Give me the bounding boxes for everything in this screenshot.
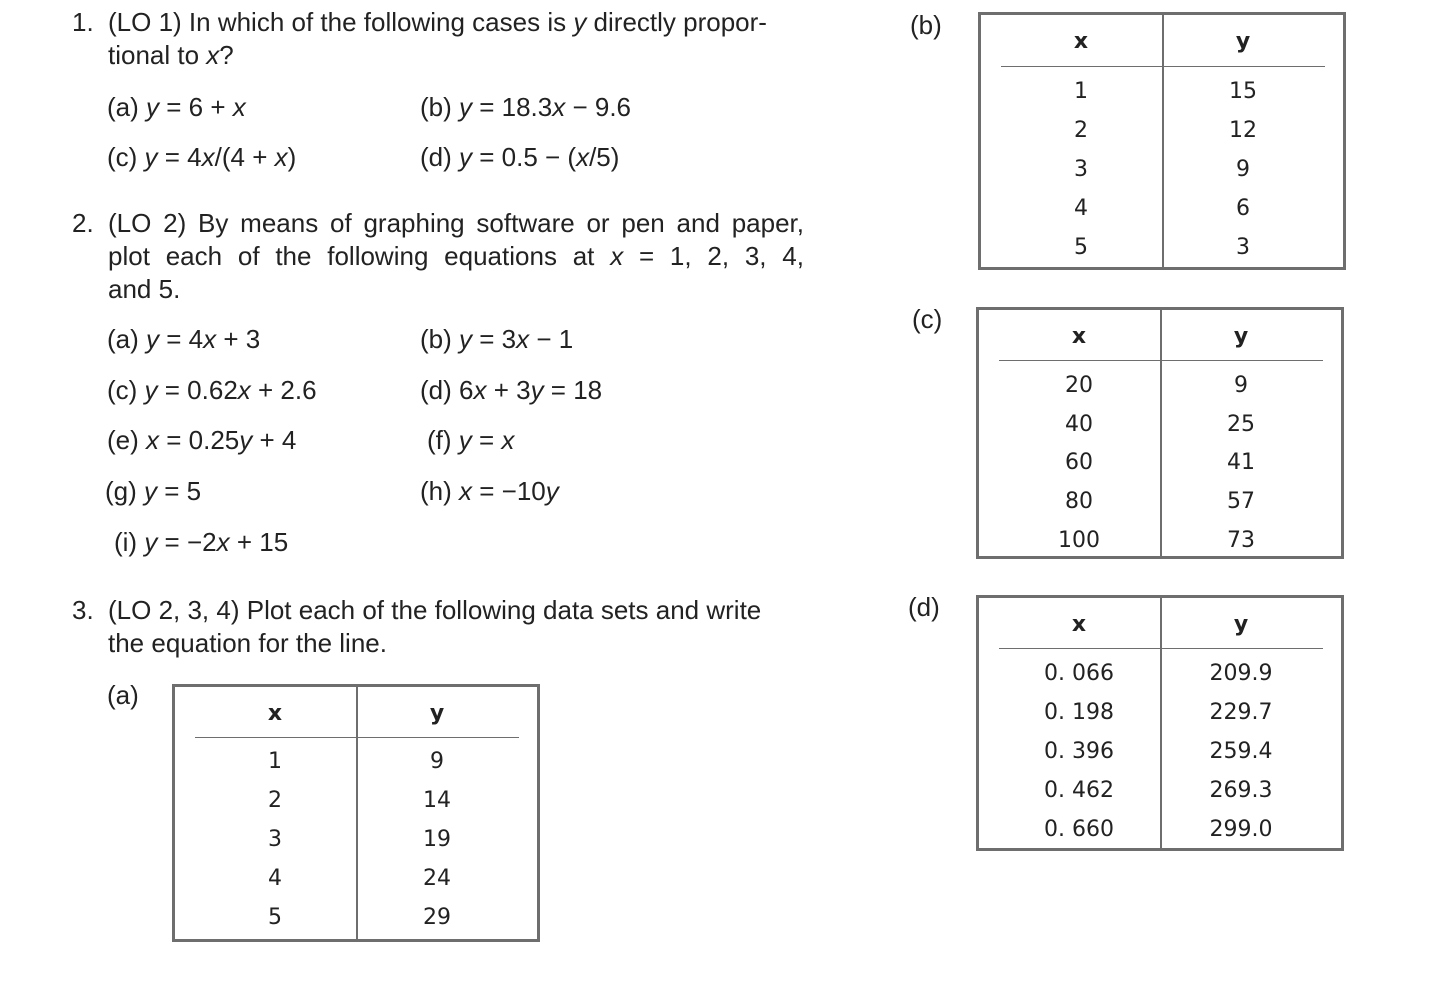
table-a-label: (a) — [107, 680, 139, 710]
table-cell-x: 0. 066 — [1044, 661, 1114, 686]
q3-stem — [108, 594, 808, 660]
table-cell-y: 24 — [423, 866, 451, 891]
q3-stem-line-1: (LO 2, 3, 4) Plot each of the following data sets and write — [108, 595, 762, 625]
q2-option-g: (g) y = 5 — [105, 476, 202, 506]
table-header-y: y — [429, 701, 445, 726]
table-cell-y: 209.9 — [1209, 661, 1273, 686]
table-header-rule — [1001, 66, 1325, 67]
table-header-rule — [999, 360, 1323, 361]
data-table-b — [978, 12, 1346, 270]
table-header-x: x — [1073, 29, 1089, 54]
table-cell-x: 2 — [1074, 118, 1088, 143]
table-cell-y: 29 — [423, 905, 451, 930]
q1-text: (LO 1) In which of the following cases is — [108, 7, 574, 37]
q1-stem — [108, 6, 808, 72]
table-cell-y: 9 — [1234, 373, 1248, 398]
data-table-c — [976, 307, 1344, 559]
table-header-x: x — [1071, 612, 1087, 637]
table-header-rule — [195, 737, 519, 738]
table-header-y: y — [1233, 324, 1249, 349]
q2-option-b: (b) y = 3x − 1 — [420, 324, 574, 354]
table-cell-x: 0. 198 — [1044, 700, 1114, 725]
table-cell-y: 6 — [1236, 196, 1250, 221]
table-cell-x: 5 — [268, 905, 282, 930]
q1-text: directly propor- — [586, 7, 767, 37]
table-cell-x: 0. 660 — [1044, 817, 1114, 842]
table-cell-x: 40 — [1065, 412, 1093, 437]
table-cell-y: 73 — [1227, 528, 1255, 553]
table-d-label: (d) — [908, 592, 940, 622]
q1-option-d: (d) y = 0.5 − (x/5) — [420, 142, 620, 172]
q2-option-d: (d) 6x + 3y = 18 — [420, 375, 603, 405]
table-cell-y: 3 — [1236, 235, 1250, 260]
table-cell-y: 19 — [423, 827, 451, 852]
table-cell-y: 14 — [423, 788, 451, 813]
table-cell-x: 2 — [268, 788, 282, 813]
q1-stem-line-1 — [108, 6, 808, 39]
table-cell-x: 3 — [1074, 157, 1088, 182]
table-cell-y: 299.0 — [1209, 817, 1273, 842]
q2-number: 2. — [72, 208, 94, 238]
q2-stem-line-1: (LO 2) By means of graphing software or pen and paper, — [108, 208, 804, 238]
q3-stem-line-2: the equation for the line. — [108, 628, 387, 658]
q1-option-a: (a) y = 6 + x — [107, 92, 246, 122]
q1-var-y: y — [573, 7, 587, 37]
data-table-a — [172, 684, 540, 942]
table-cell-x: 80 — [1065, 489, 1093, 514]
q2-option-f: (f) y = x — [427, 425, 515, 455]
q1-number: 1. — [72, 7, 94, 37]
table-cell-x: 0. 396 — [1044, 739, 1114, 764]
q2-option-e: (e) x = 0.25y + 4 — [107, 425, 297, 455]
table-cell-x: 4 — [268, 866, 282, 891]
table-cell-y: 229.7 — [1209, 700, 1273, 725]
table-cell-y: 9 — [1236, 157, 1250, 182]
table-c-label: (c) — [912, 304, 943, 334]
table-cell-y: 269.3 — [1209, 778, 1273, 803]
q1-stem-line-2 — [108, 39, 808, 72]
table-cell-y: 15 — [1229, 79, 1257, 104]
table-header-x: x — [1071, 324, 1087, 349]
q2-stem-line-2: plot each of the following equations at x = 1, 2, 3, 4, — [108, 241, 804, 271]
table-header-x: x — [267, 701, 283, 726]
table-header-rule — [999, 648, 1323, 649]
q2-stem-line-3: and 5. — [108, 274, 181, 304]
q1-text: ? — [219, 40, 234, 70]
q2-option-c: (c) y = 0.62x + 2.6 — [107, 375, 317, 405]
table-cell-y: 12 — [1229, 118, 1257, 143]
table-cell-x: 1 — [268, 749, 282, 774]
q2-option-a: (a) y = 4x + 3 — [107, 324, 261, 354]
q1-text: tional to — [108, 40, 207, 70]
q1-var-x: x — [206, 40, 220, 70]
table-cell-x: 20 — [1065, 373, 1093, 398]
table-cell-y: 25 — [1227, 412, 1255, 437]
table-cell-x: 0. 462 — [1044, 778, 1114, 803]
q2-option-h: (h) x = −10y — [420, 476, 559, 506]
table-cell-x: 1 — [1074, 79, 1088, 104]
q3-number: 3. — [72, 595, 94, 625]
table-b-label: (b) — [910, 10, 942, 40]
table-cell-y: 9 — [430, 749, 444, 774]
table-cell-y: 259.4 — [1209, 739, 1273, 764]
q1-option-c: (c) y = 4x/(4 + x) — [107, 142, 297, 172]
q1-option-b: (b) y = 18.3x − 9.6 — [420, 92, 632, 122]
table-header-y: y — [1233, 612, 1249, 637]
q2-option-i: (i) y = −2x + 15 — [114, 527, 289, 557]
table-cell-x: 100 — [1058, 528, 1100, 553]
q2-stem — [108, 207, 804, 306]
table-cell-x: 4 — [1074, 196, 1088, 221]
table-cell-x: 60 — [1065, 450, 1093, 475]
data-table-d — [976, 595, 1344, 851]
table-cell-y: 41 — [1227, 450, 1255, 475]
table-header-y: y — [1235, 29, 1251, 54]
table-cell-x: 3 — [268, 827, 282, 852]
table-cell-y: 57 — [1227, 489, 1255, 514]
table-cell-x: 5 — [1074, 235, 1088, 260]
